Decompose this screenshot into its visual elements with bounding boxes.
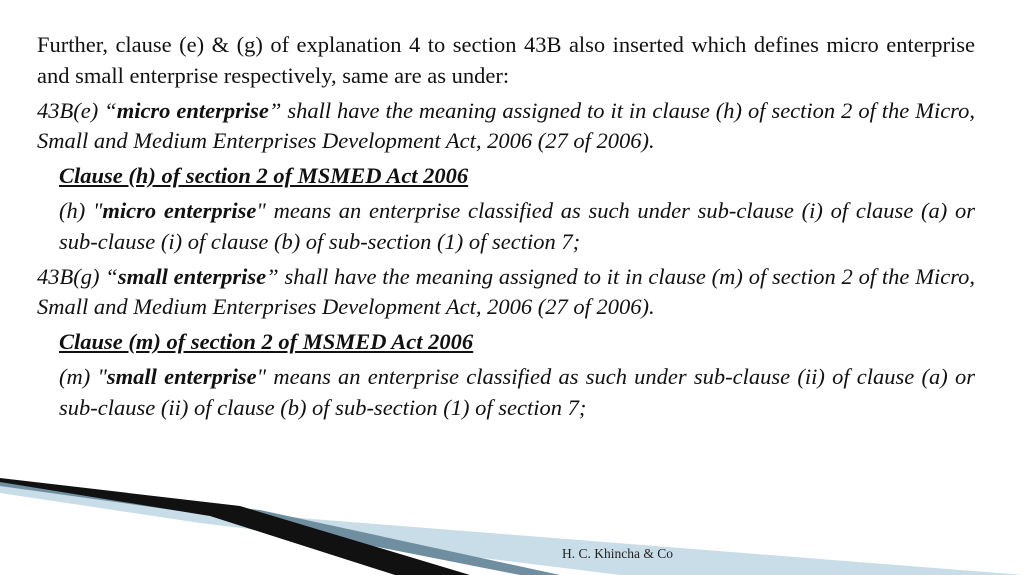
definition-prefix: (m) ": [59, 364, 107, 389]
definition-prefix: (h) ": [59, 198, 103, 223]
defined-term: small enterprise: [117, 263, 267, 289]
slide-body: [37, 30, 975, 428]
defined-term: micro enterprise: [102, 198, 257, 223]
definition-text: ” shall have the meaning assigned to it in clause (m) of section 2 of the Micro, Small and Medium Enterprises Development Act, 2006 (27 of 2006).: [37, 263, 975, 319]
definition-prefix: 43B(g) “: [37, 263, 118, 289]
definition-prefix: 43B(e) “: [37, 97, 117, 123]
definition-clause-m: [59, 362, 975, 423]
definition-text: " means an enterprise classified as such under sub-clause (i) of clause (a) or sub-clause (i) of clause (b) of sub-section (1) of section 7;: [59, 198, 976, 254]
heading-clause-h: Clause (h) of section 2 of MSMED Act 2006: [59, 163, 469, 188]
defined-term: small enterprise: [106, 364, 257, 389]
decorative-swoosh: [0, 478, 1024, 575]
intro-paragraph: Further, clause (e) & (g) of explanation 4 to section 43B also inserted which defines micro enterprise and small enterprise respectively, same are as under:: [37, 32, 975, 88]
heading-clause-m: Clause (m) of section 2 of MSMED Act 2006: [59, 329, 474, 354]
definition-text: " means an enterprise classified as such under sub-clause (ii) of clause (a) or sub-clause (ii) of clause (b) of sub-section (1) of section 7;: [59, 364, 975, 420]
definition-clause-h: [59, 196, 975, 257]
definition-text: ” shall have the meaning assigned to it in clause (h) of section 2 of the Micro, Small and Medium Enterprises Development Act, 2006 (27 of 2006).: [37, 97, 975, 153]
definition-43b-g: [37, 262, 975, 323]
definition-43b-e: [37, 96, 975, 157]
footer-firm-name: H. C. Khincha & Co: [562, 546, 673, 561]
defined-term: micro enterprise: [116, 97, 269, 123]
